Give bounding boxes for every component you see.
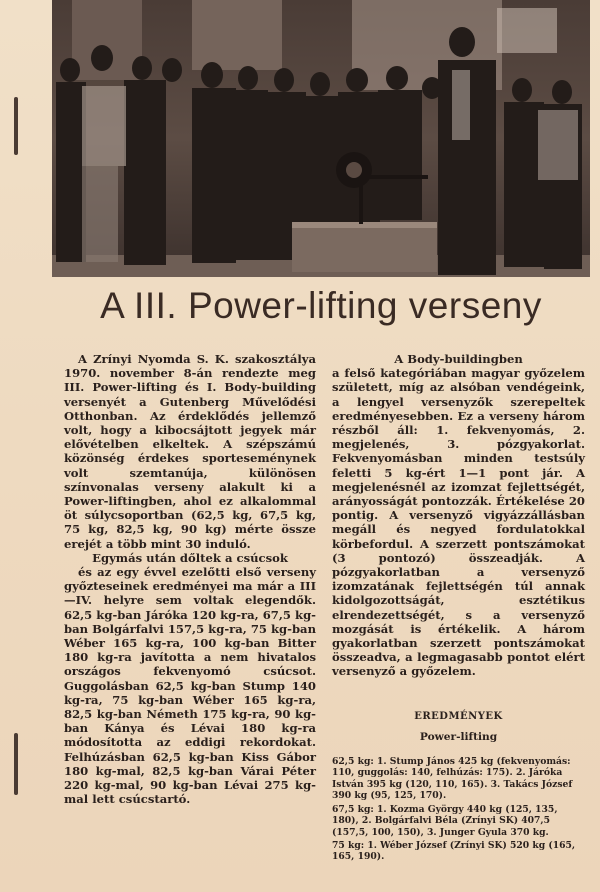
- binder-hole: [14, 97, 18, 155]
- result-entry: 75 kg: 1. Wéber József (Zrínyi SK) 520 kg (165, 165, 190).: [332, 839, 576, 863]
- article-headline: A III. Power-lifting verseny: [100, 285, 542, 326]
- results-subtitle: Power-lifting: [419, 730, 498, 743]
- binder-hole: [14, 733, 18, 795]
- intro-paragraph: A Zrínyi Nyomda S. K. szakosztálya 1970. november 8-án rendezte meg III. Power-lifting és I. Body-building versenyét a Gutenberg Művelődési Otthonban. Az érdeklődés jellemző volt, hogy a kibocsájtott jegyek már elővételben elkeltek. A szépszámú közönség érdekes sporteseménynek volt szemtanúja, különösen színvonalas verseny alakult ki a Power-liftingben, ahol ez alkalommal öt súlycsoportban (62,5 kg, 67,5 kg, 75 kg, 82,5 kg, 90 kg) mérte össze erejét a több mint 30 induló.: [64, 352, 316, 551]
- results-title: EREDMÉNYEK: [414, 710, 503, 722]
- bodybuilding-paragraph: a felső kategóriában magyar győzelem született, míg az alsóban vendégeink, a lengyel versenyzők szerepeltek eredményesebben. Ez a verseny három részből áll: 1. fekvenyomás, 2. megjelenés, 3. pózgyakorlat. Fekvenyomásban minden testsúly feletti 5 kg-ért 1—1 pont jár. A megjelenésnél az izomzat fejlettségét, arányosságát pontozzák. Értékelése 20 pontig. A versenyző vigyázzállásban megáll és negyed fordulatokkal körbefordul. A szerzett pontszámokat (3 pontozó) összeadják. A pózgyakorlatban a versenyző izomzatának fejlettségén túl annak kidolgozottságát, esztétikus elrendezettségét, s a versenyző mozgását is értékelik. A három gyakorlatban szerzett pontszámokat összeadva, a legmagasabb pontot elért versenyző a győzelem.: [332, 366, 585, 679]
- event-photo: [52, 0, 590, 277]
- section-subhead: A Body-buildingben: [394, 352, 523, 366]
- records-paragraph: és az egy évvel ezelőtti első verseny győzteseinek eredményei ma már a III—IV. helyre sem voltak elegendők. 62,5 kg-ban Járóka 120 kg-ra, 67,5 kg-ban Bolgárfalvi 157,5 kg-ra, 75 kg-ban Wéber 165 kg-ra, 100 kg-ban Bitter 180 kg-ra javította a nem hivatalos országos fekvenyomó csúcsot. Guggolásban 62,5 kg-ban Stump 140 kg-ra, 75 kg-ban Wéber 165 kg-ra, 82,5 kg-ban Németh 175 kg-ra, 90 kg-ban Kánya és Lévai 180 kg-ra módosította az eddigi rekordokat. Felhúzásban 62,5 kg-ban Kiss Gábor 180 kg-mal, 82,5 kg-ban Várai Péter 220 kg-mal, 90 kg-ban Lévai 275 kg-mal lett csúcstartó.: [64, 565, 316, 807]
- right-column: [332, 352, 585, 865]
- left-column: [64, 352, 316, 807]
- result-entry: 67,5 kg: 1. Kozma György 440 kg (125, 135, 180), 2. Bolgárfalvi Béla (Zrínyi SK) 407,5 (157,5, 100, 150), 3. Junger Gyula 370 kg.: [332, 803, 558, 838]
- result-entry: 62,5 kg: 1. Stump János 425 kg (fekvenyomás: 110, guggolás: 140, felhúzás: 175). 2. Járóka István 395 kg (120, 110, 165). 3. Takács József 390 kg (95, 125, 170).: [332, 756, 573, 802]
- section-subhead: Egymás után dőltek a csúcsok: [92, 550, 288, 565]
- results-list: [332, 756, 585, 863]
